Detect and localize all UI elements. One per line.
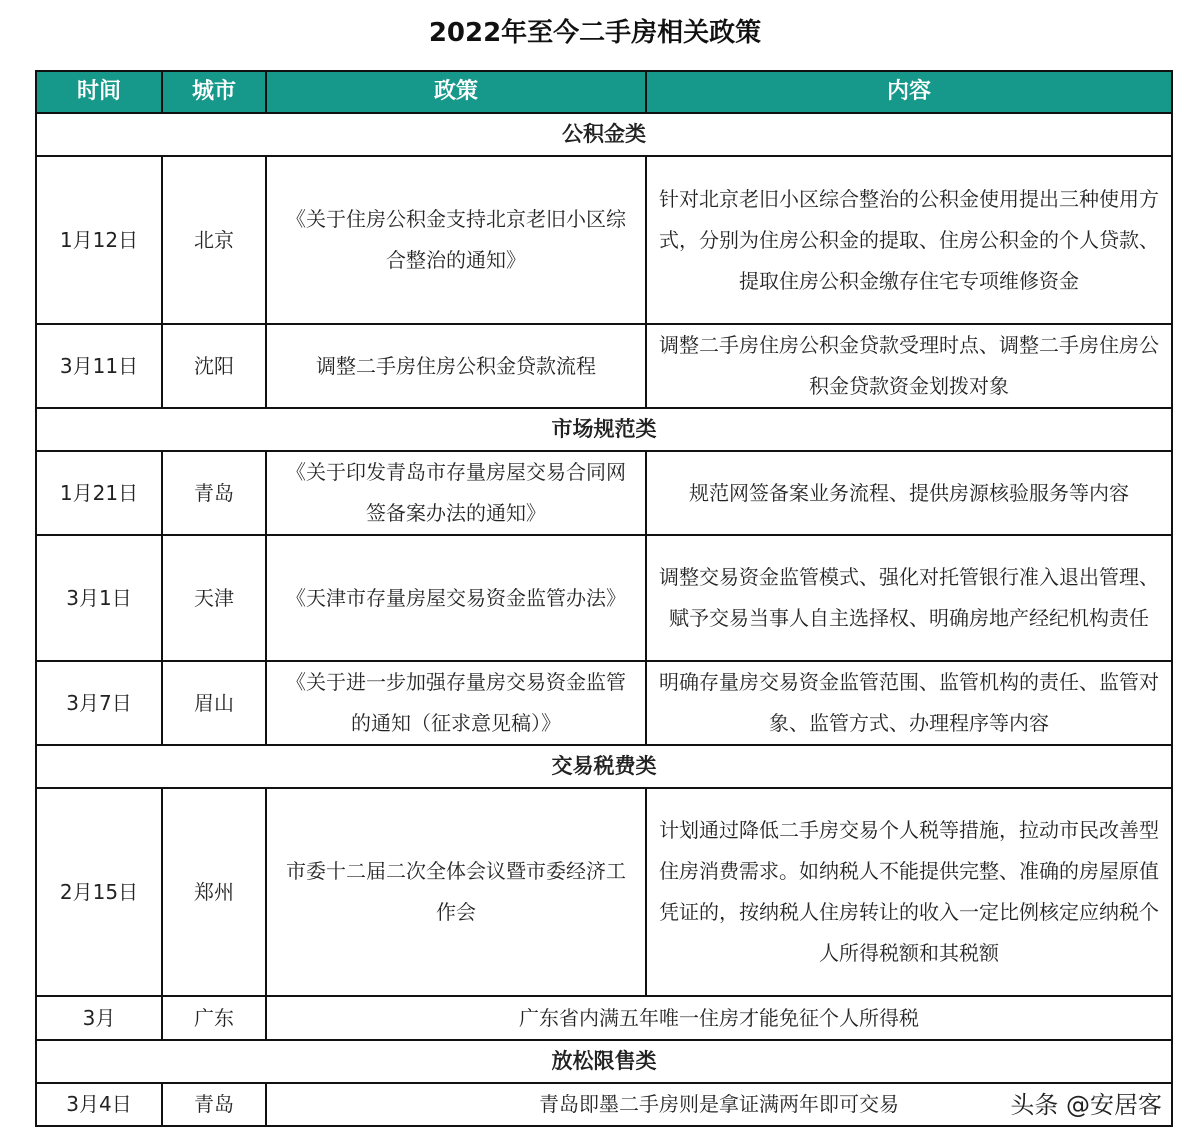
header-city: 城市 — [162, 71, 266, 113]
content-cell: 明确存量房交易资金监管范围、监管机构的责任、监管对象、监管方式、办理程序等内容 — [646, 661, 1172, 745]
header-policy: 政策 — [266, 71, 646, 113]
city-cell: 郑州 — [162, 788, 266, 996]
watermark: 头条 @安居客 — [1010, 1085, 1162, 1120]
city-cell: 天津 — [162, 535, 266, 661]
section-heading: 放松限售类 — [36, 1040, 1172, 1083]
content-cell: 调整二手房住房公积金贷款受理时点、调整二手房住房公积金贷款资金划拨对象 — [646, 324, 1172, 408]
date-cell: 2月15日 — [36, 788, 162, 996]
date-cell: 3月11日 — [36, 324, 162, 408]
city-cell: 沈阳 — [162, 324, 266, 408]
policy-cell: 调整二手房住房公积金贷款流程 — [266, 324, 646, 408]
city-cell: 青岛 — [162, 1083, 266, 1126]
table-row — [36, 535, 1172, 661]
table-row — [36, 661, 1172, 745]
content-cell: 针对北京老旧小区综合整治的公积金使用提出三种使用方式，分别为住房公积金的提取、住房公积金的个人贷款、提取住房公积金缴存住宅专项维修资金 — [646, 156, 1172, 324]
header-content: 内容 — [646, 71, 1172, 113]
section-heading: 市场规范类 — [36, 408, 1172, 451]
table-row — [36, 324, 1172, 408]
policy-cell: 市委十二届二次全体会议暨市委经济工作会 — [266, 788, 646, 996]
table-row — [36, 451, 1172, 535]
table-row — [36, 788, 1172, 996]
content-cell: 规范网签备案业务流程、提供房源核验服务等内容 — [646, 451, 1172, 535]
city-cell: 广东 — [162, 996, 266, 1040]
policy-table — [35, 70, 1173, 1127]
table-row — [36, 156, 1172, 324]
merged-content-cell: 广东省内满五年唯一住房才能免征个人所得税 — [266, 996, 1172, 1040]
date-cell: 3月1日 — [36, 535, 162, 661]
merged-content-cell: 青岛即墨二手房则是拿证满两年即可交易 — [266, 1083, 1172, 1126]
section-heading: 公积金类 — [36, 113, 1172, 156]
content-cell: 调整交易资金监管模式、强化对托管银行准入退出管理、赋予交易当事人自主选择权、明确房地产经纪机构责任 — [646, 535, 1172, 661]
policy-cell: 《关于进一步加强存量房交易资金监管的通知（征求意见稿）》 — [266, 661, 646, 745]
city-cell: 青岛 — [162, 451, 266, 535]
city-cell: 北京 — [162, 156, 266, 324]
date-cell: 1月21日 — [36, 451, 162, 535]
policy-cell: 《天津市存量房屋交易资金监管办法》 — [266, 535, 646, 661]
page-title: 2022年至今二手房相关政策 — [428, 18, 762, 48]
date-cell: 1月12日 — [36, 156, 162, 324]
content-cell: 计划通过降低二手房交易个人税等措施，拉动市民改善型住房消费需求。如纳税人不能提供完整、准确的房屋原值凭证的，按纳税人住房转让的收入一定比例核定应纳税个人所得税额和其税额 — [646, 788, 1172, 996]
date-cell: 3月 — [36, 996, 162, 1040]
table-header — [36, 71, 1172, 113]
date-cell: 3月4日 — [36, 1083, 162, 1126]
table-row — [36, 996, 1172, 1040]
policy-cell: 《关于印发青岛市存量房屋交易合同网签备案办法的通知》 — [266, 451, 646, 535]
policy-cell: 《关于住房公积金支持北京老旧小区综合整治的通知》 — [266, 156, 646, 324]
date-cell: 3月7日 — [36, 661, 162, 745]
table-row — [36, 1083, 1172, 1126]
city-cell: 眉山 — [162, 661, 266, 745]
section-heading: 交易税费类 — [36, 745, 1172, 788]
header-date: 时间 — [36, 71, 162, 113]
